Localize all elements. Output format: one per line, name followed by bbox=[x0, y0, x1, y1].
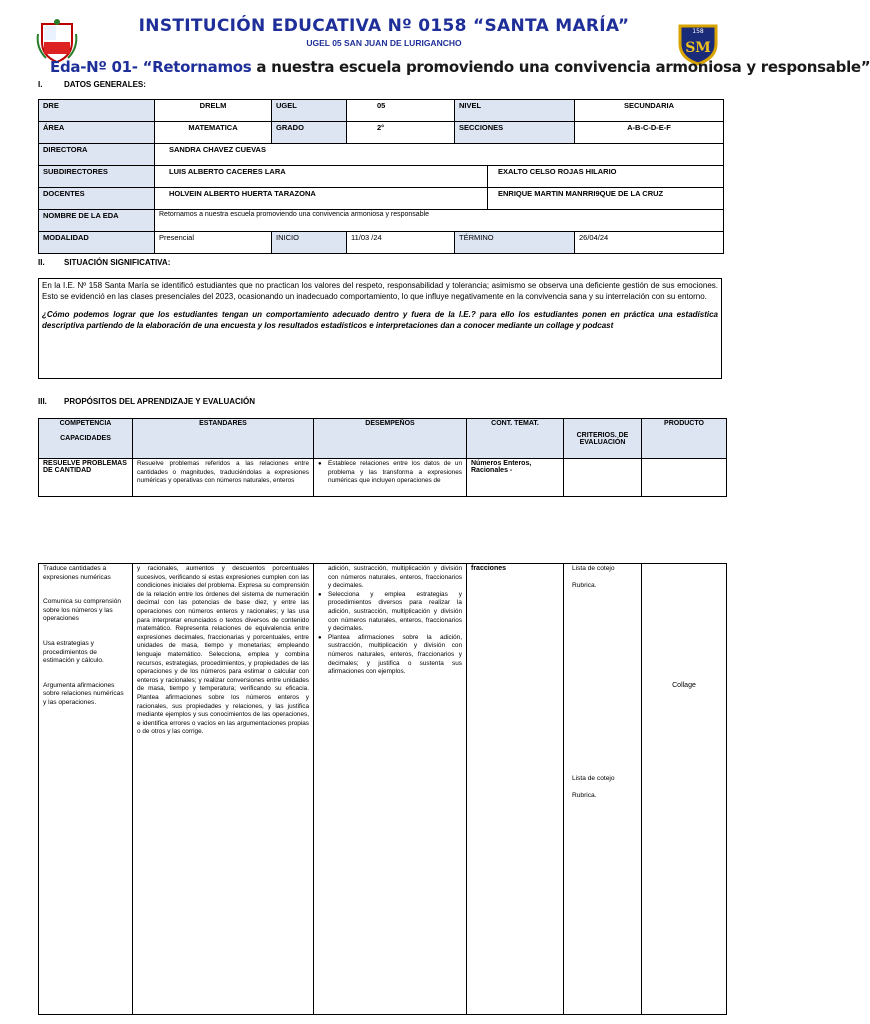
inicio-label: INICIO bbox=[272, 232, 347, 254]
eda-name-value: Retornamos a nuestra escuela promoviendo una convivencia armoniosa y responsable bbox=[155, 210, 724, 232]
header-criterios: CRITERIOS. DE EVALUACIÓN bbox=[564, 419, 642, 459]
grado-value: 2° bbox=[347, 122, 455, 144]
producto-cell bbox=[642, 459, 727, 497]
eda-name-label: NOMBRE DE LA EDA bbox=[39, 210, 155, 232]
school-shield-letters: SM bbox=[685, 40, 711, 56]
section-3-number: III. bbox=[38, 397, 47, 406]
criterios-cell bbox=[564, 459, 642, 497]
eda-title bbox=[50, 58, 870, 76]
grado-label: GRADO bbox=[272, 122, 347, 144]
section-3-title: PROPÓSITOS DEL APRENDIZAJE Y EVALUACIÓN bbox=[64, 397, 255, 406]
dre-value: DRELM bbox=[155, 100, 272, 122]
ugel-label: UGEL bbox=[272, 100, 347, 122]
termino-value: 26/04/24 bbox=[575, 232, 724, 254]
directora-value: SANDRA CHAVEZ CUEVAS bbox=[155, 144, 724, 166]
desempenos-continued-cell bbox=[314, 564, 467, 1015]
criterio-lista-cotejo: Lista de cotejo bbox=[572, 565, 615, 572]
termino-label: TÉRMINO bbox=[455, 232, 575, 254]
desempeno-item: ● Establece relaciones entre los datos de un problema y las transforma a expresiones numéricas que incluyen operaciones de bbox=[328, 460, 462, 486]
ugel-value: 05 bbox=[347, 100, 455, 122]
inicio-value: 11/03 /24 bbox=[347, 232, 455, 254]
nivel-value: SECUNDARIA bbox=[575, 100, 724, 122]
purposes-table-page2 bbox=[38, 563, 727, 1015]
purposes-table-page1 bbox=[38, 418, 727, 497]
estandar-continued-cell: y racionales, aumentos y descuentos porcentuales sucesivos, verificando si estas expresiones cumplen con las condiciones iniciales del problema. Expresa su comprensión de la relación entre los órdenes del sistema de numeración decimal con las potencias de base diez, y entre las operaciones con números enteros y racionales; y las usa para interpretar enunciados o textos diversos de contenido matemático. Representa relaciones de equivalencia entre expresiones decimales, fraccionarias y porcentuales, entre unidades de masa, tiempo y monetarias; empleando lenguaje matemático. Selecciona, emplea y combina recursos, estrategias, procedimientos, y propiedades de las operaciones y de los números para estimar o calcular con enteros y racionales; y realizar conversiones entre unidades de masa, tiempo y temperatura; verificando su eficacia. Plantea afirmaciones sobre los números enteros y racionales, sus propiedades y relaciones, y las justifica mediante ejemplos y sus conocimientos de las operaciones, e identifica errores o vacíos en las argumentaciones propias o de otros y las corrige. bbox=[133, 564, 314, 1015]
cont-cell: Números Enteros, Racionales - bbox=[467, 459, 564, 497]
docente-2: ENRIQUE MARTIN MANRRI9QUE DE LA CRUZ bbox=[488, 188, 724, 210]
docente-1: HOLVEIN ALBERTO HUERTA TARAZONA bbox=[155, 188, 488, 210]
desempeno-continued: adición, sustracción, multiplicación y división con números naturales, enteros, fraccionarios y decimales. bbox=[328, 565, 462, 590]
section-2-number: II. bbox=[38, 258, 45, 267]
secciones-value: A-B-C-D-E-F bbox=[575, 122, 724, 144]
header-competencia bbox=[39, 419, 133, 459]
desempeno-cell bbox=[314, 459, 467, 497]
header-capacidades-label: CAPACIDADES bbox=[60, 435, 111, 442]
header-desempenos: DESEMPEÑOS bbox=[314, 419, 467, 459]
situacion-significativa-box bbox=[38, 278, 722, 379]
header-estandares: ESTANDARES bbox=[133, 419, 314, 459]
section-3-heading bbox=[38, 397, 255, 406]
directora-label: DIRECTORA bbox=[39, 144, 155, 166]
header-competencia-label: COMPETENCIA bbox=[59, 420, 112, 427]
modalidad-label: MODALIDAD bbox=[39, 232, 155, 254]
secciones-label: SECCIONES bbox=[455, 122, 575, 144]
cont-continued-cell: fracciones bbox=[467, 564, 564, 1015]
section-2-title: SITUACIÓN SIGNIFICATIVA: bbox=[64, 258, 171, 267]
section-1-heading bbox=[38, 80, 146, 89]
capacidad-2: Comunica su comprensión sobre los números y las operaciones bbox=[43, 598, 122, 623]
ugel-subtitle: UGEL 05 SAN JUAN DE LURIGANCHO bbox=[306, 38, 462, 48]
producto-continued-cell: Collage bbox=[642, 564, 727, 1015]
section-1-number: I. bbox=[38, 80, 43, 89]
criterio-lista-cotejo-2: Lista de cotejo bbox=[572, 775, 615, 782]
subdirectores-label: SUBDIRECTORES bbox=[39, 166, 155, 188]
criterio-rubrica: Rubrica. bbox=[572, 582, 597, 589]
section-1-title: DATOS GENERALES: bbox=[64, 80, 146, 89]
area-label: ÁREA bbox=[39, 122, 155, 144]
desempeno-item: ● Plantea afirmaciones sobre la adición, sustracción, multiplicación y división con números naturales, enteros, fraccionarios y decimales; y justifica o sustenta sus afirmaciones con ejemplos. bbox=[328, 634, 462, 677]
school-shield-number: 158 bbox=[692, 28, 704, 35]
capacidades-cell bbox=[39, 564, 133, 1015]
nivel-label: NIVEL bbox=[455, 100, 575, 122]
capacidad-3: Usa estrategias y procedimientos de estimación y cálculo. bbox=[43, 639, 104, 665]
header-producto: PRODUCTO bbox=[642, 419, 727, 459]
header-cont-temat: CONT. TEMAT. bbox=[467, 419, 564, 459]
capacidad-1: Traduce cantidades a expresiones numéricas bbox=[43, 565, 111, 581]
estandar-cell: Resuelve problemas referidos a las relaciones entre cantidades o magnitudes, traduciéndolas a expresiones numéricas y operativas con números naturales, enteros bbox=[133, 459, 314, 497]
modalidad-value: Presencial bbox=[155, 232, 272, 254]
desempeno-item: ● Selecciona y emplea estrategias y procedimientos diversos para realizar la adición, sustracción, multiplicación y división con números naturales, enteros, fraccionarios y decimales. bbox=[328, 591, 462, 634]
eda-title-rest: a nuestra escuela promoviendo una convivencia armoniosa y responsable” bbox=[251, 58, 870, 76]
competencia-cell: RESUELVE PROBLEMAS DE CANTIDAD bbox=[39, 459, 133, 497]
section-2-heading bbox=[38, 258, 170, 267]
school-title: INSTITUCIÓN EDUCATIVA Nº 0158 “SANTA MARÍA” bbox=[138, 16, 630, 36]
docentes-label: DOCENTES bbox=[39, 188, 155, 210]
general-data-table bbox=[38, 99, 724, 254]
capacidad-4: Argumenta afirmaciones sobre relaciones numéricas y las operaciones. bbox=[43, 681, 124, 706]
situacion-question: ¿Cómo podemos lograr que los estudiantes tengan un comportamiento adecuado dentro y fuera de la I.E.? para ello los estudiantes ponen en práctica una estadística descriptiva partiendo de la elaboración de una encuesta y los resultados estadísticos e interpretaciones dan a conocer mediante un collage y podcast bbox=[42, 310, 718, 330]
area-value: MATEMATICA bbox=[155, 122, 272, 144]
criterio-rubrica-2: Rubrica. bbox=[572, 792, 597, 799]
dre-label: DRE bbox=[39, 100, 155, 122]
situacion-paragraph: En la I.E. Nº 158 Santa María se identificó estudiantes que no practican los valores del respeto, responsabilidad y tolerancia; asimismo se observa una deficiente gestión de sus emociones. Esto se evidenció en las clases presenciales del 2023, ocasionando un inadecuado comportamiento, lo que influye negativamente en la convivencia sana y su interrelación con su entorno. bbox=[42, 281, 718, 301]
eda-title-prefix: Eda-Nº 01- “Retornamos bbox=[50, 58, 252, 76]
criterios-continued-cell bbox=[564, 564, 642, 1015]
subdirector-2: EXALTO CELSO ROJAS HILARIO bbox=[488, 166, 724, 188]
subdirector-1: LUIS ALBERTO CACERES LARA bbox=[155, 166, 488, 188]
